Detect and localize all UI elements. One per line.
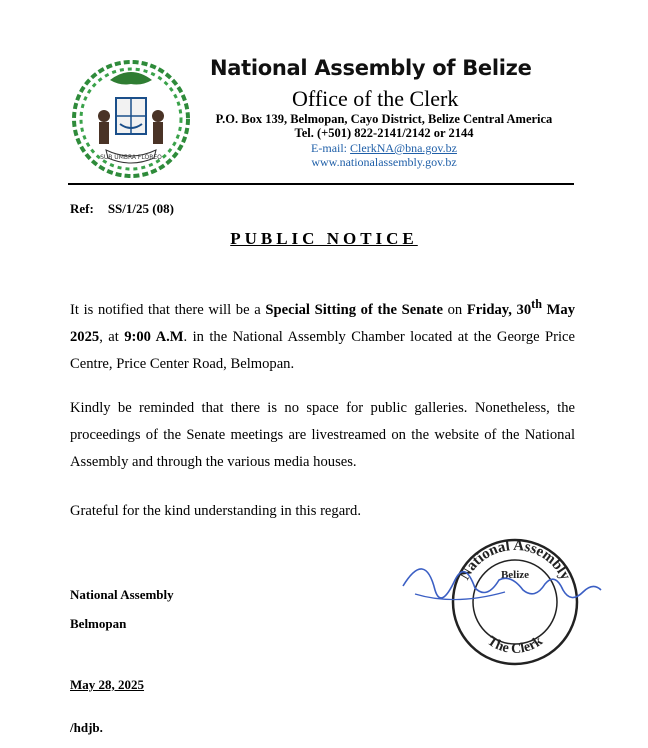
email-link[interactable]: ClerkNA@bna.gov.bz: [350, 141, 457, 155]
email-label: E-mail:: [311, 141, 351, 155]
p1-text-2: on: [442, 301, 467, 318]
telephone: Tel. (+501) 822-2141/2142 or 2144: [294, 126, 474, 140]
email-line: [214, 141, 554, 155]
p1-time: 9:00 A.M: [124, 328, 184, 345]
notice-title: PUBLIC NOTICE: [230, 229, 418, 248]
signatory-name: National Assembly: [70, 587, 174, 602]
organization-title: National Assembly of Belize: [210, 56, 532, 80]
signatory-location: Belmopan: [70, 616, 127, 631]
stamp-bottom-text: The Clerk: [484, 633, 546, 658]
coat-of-arms-emblem: [70, 58, 192, 180]
stamp-middle-text: Belize: [500, 569, 530, 581]
p1-date-month: May 2025: [70, 301, 576, 345]
p1-sitting: Special Sitting of the Senate: [265, 301, 443, 318]
notice-date: May 28, 2025: [70, 677, 145, 692]
typist-initials: /hdjb.: [70, 720, 103, 735]
emblem-motto: SUB UMBRA FLOREO: [100, 154, 162, 161]
header-divider: [68, 183, 574, 185]
paragraph-gratitude: Grateful for the kind understanding in this regard.: [70, 503, 361, 519]
paragraph-sitting-details: [70, 291, 575, 378]
p1-text-3: , at: [99, 328, 125, 345]
office-name: Office of the Clerk: [292, 86, 459, 111]
p1-text-1: It is notified that there will be a: [70, 301, 266, 318]
p1-date-day: Friday, 30: [466, 301, 532, 318]
paragraph-galleries: Kindly be reminded that there is no space for public galleries. Nonetheless, the proceedings of the Senate meetings are livestreamed on the website of the National Assembly and through the various media houses.: [70, 400, 575, 470]
p1-date-suffix: th: [531, 297, 542, 311]
ref-label: Ref:: [70, 201, 94, 216]
postal-address: P.O. Box 139, Belmopan, Cayo District, Belize Central America: [215, 112, 553, 126]
svg-text:The Clerk: [484, 634, 545, 657]
clerk-stamp-with-signature: [395, 530, 605, 670]
website-link[interactable]: www.nationalassembly.gov.bz: [311, 155, 457, 169]
p1-text-4: . in the National Assembly Chamber located at the George Price Centre, Price Center Road, Belmopan.: [70, 328, 575, 372]
reference-line: [70, 201, 174, 217]
ref-value: SS/1/25 (08): [107, 201, 174, 216]
stamp-top-text: National Assembly: [456, 537, 574, 583]
